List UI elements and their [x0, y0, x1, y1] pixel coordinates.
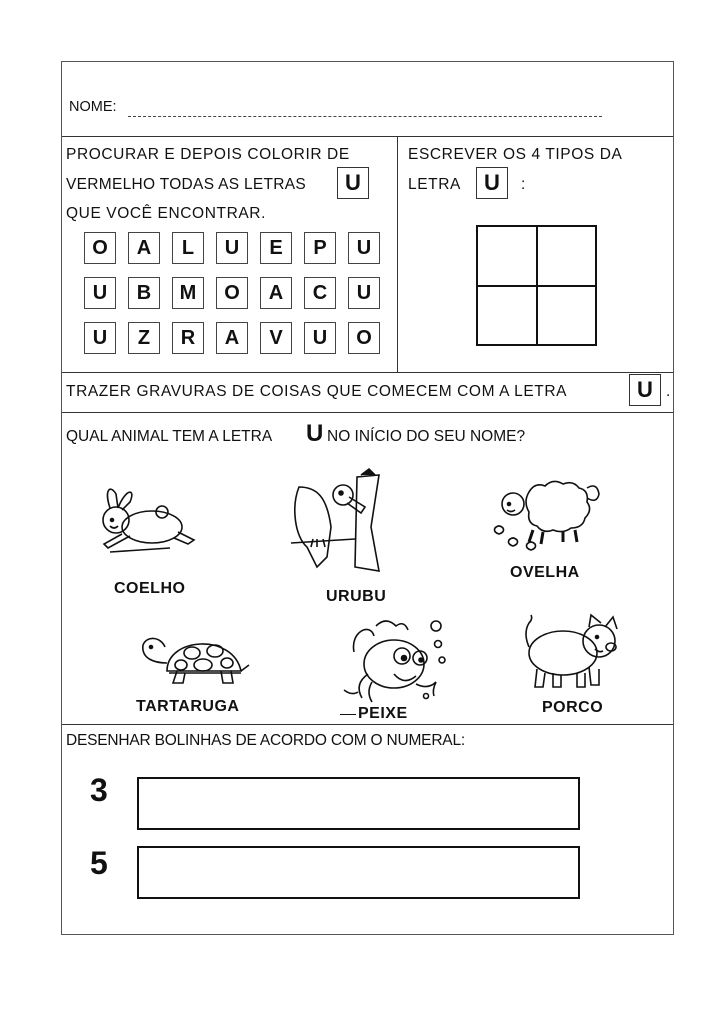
letter-cell[interactable]: R: [172, 322, 204, 354]
letter-cell[interactable]: L: [172, 232, 204, 264]
letter-cell[interactable]: Z: [128, 322, 160, 354]
letter-cell[interactable]: B: [128, 277, 160, 309]
letter-cell[interactable]: O: [216, 277, 248, 309]
letter-cell[interactable]: V: [260, 322, 292, 354]
animal-label: OVELHA: [510, 564, 580, 581]
write-types-line2: LETRA: [408, 176, 461, 193]
animal-label: URUBU: [326, 588, 387, 605]
animal-label: TARTARUGA: [136, 698, 240, 715]
letter-cell[interactable]: U: [84, 277, 116, 309]
bring-pictures-text: TRAZER GRAVURAS DE COISAS QUE COMECEM COM A LETRA: [66, 383, 568, 400]
divider: [397, 136, 398, 372]
letter-cell[interactable]: A: [216, 322, 248, 354]
animal-question-letter: U: [306, 420, 324, 447]
worksheet: [61, 61, 674, 935]
draw-dots-instruction: DESENHAR BOLINHAS DE ACORDO COM O NUMERAL:: [66, 732, 465, 749]
bring-pictures-period: .: [666, 383, 671, 400]
letter-cell[interactable]: U: [84, 322, 116, 354]
find-letter-line1: PROCURAR E DEPOIS COLORIR DE: [66, 146, 350, 163]
letter-cell[interactable]: U: [348, 232, 380, 264]
letter-cell[interactable]: C: [304, 277, 336, 309]
connector-line: [340, 714, 356, 715]
divider: [62, 412, 673, 413]
target-letter-box: U: [629, 374, 661, 406]
numeral: 5: [90, 845, 108, 881]
find-letter-line2: VERMELHO TODAS AS LETRAS: [66, 176, 307, 193]
pig-icon[interactable]: [517, 607, 627, 697]
name-field[interactable]: [128, 102, 602, 117]
letter-cell[interactable]: A: [260, 277, 292, 309]
turtle-icon[interactable]: [137, 627, 252, 697]
divider: [62, 136, 673, 137]
letter-cell[interactable]: M: [172, 277, 204, 309]
rabbit-icon[interactable]: [90, 482, 200, 557]
find-letter-line3: QUE VOCÊ ENCONTRAR.: [66, 205, 267, 222]
divider: [62, 372, 673, 373]
four-square-writing-grid[interactable]: [476, 225, 597, 346]
animal-question-prefix: QUAL ANIMAL TEM A LETRA: [66, 428, 273, 445]
write-types-colon: :: [521, 176, 526, 193]
target-letter-box: U: [476, 167, 508, 199]
numeral: 3: [90, 772, 108, 808]
letter-cell[interactable]: O: [84, 232, 116, 264]
name-label: NOME:: [69, 99, 117, 115]
dots-drawing-box-5[interactable]: [137, 846, 580, 899]
letter-cell[interactable]: O: [348, 322, 380, 354]
fish-icon[interactable]: [340, 612, 450, 712]
letter-grid: [84, 232, 380, 354]
dots-drawing-box-3[interactable]: [137, 777, 580, 830]
animal-label: PEIXE: [358, 705, 408, 722]
write-types-line1: ESCREVER OS 4 TIPOS DA: [408, 146, 623, 163]
letter-cell[interactable]: U: [348, 277, 380, 309]
letter-cell[interactable]: U: [216, 232, 248, 264]
letter-cell[interactable]: U: [304, 322, 336, 354]
divider: [62, 724, 673, 725]
target-letter-box: U: [337, 167, 369, 199]
grid-divider: [478, 285, 595, 287]
letter-cell[interactable]: P: [304, 232, 336, 264]
vulture-icon[interactable]: [287, 467, 387, 577]
animal-label: PORCO: [542, 699, 604, 716]
animal-question-suffix: NO INÍCIO DO SEU NOME?: [327, 428, 526, 445]
sheep-icon[interactable]: [489, 472, 604, 552]
letter-cell[interactable]: E: [260, 232, 292, 264]
letter-cell[interactable]: A: [128, 232, 160, 264]
animal-label: COELHO: [114, 580, 186, 597]
